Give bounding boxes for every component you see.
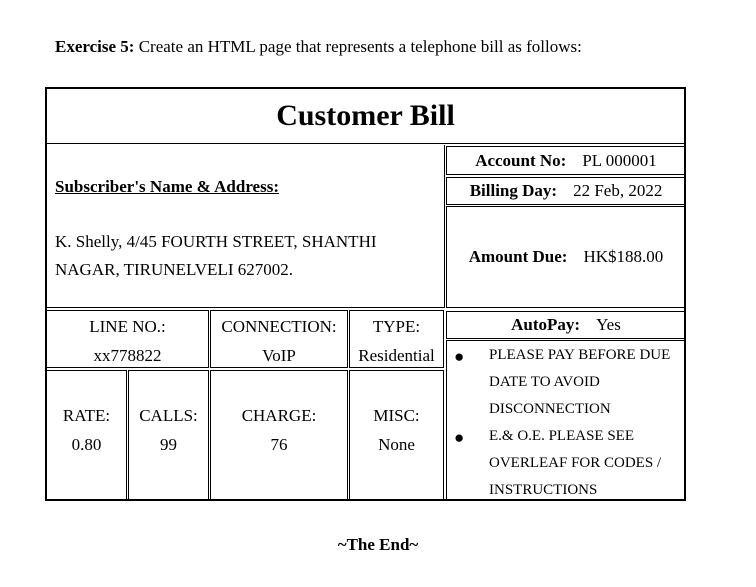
notes-list bbox=[447, 342, 685, 504]
amount-due-cell bbox=[446, 206, 686, 308]
misc-cell bbox=[349, 370, 444, 501]
note-line: PLEASE PAY BEFORE DUE bbox=[489, 347, 671, 363]
calls-label: CALLS: bbox=[139, 406, 198, 425]
autopay-label: AutoPay: bbox=[511, 315, 581, 334]
autopay-cell bbox=[446, 311, 686, 339]
exercise-heading bbox=[55, 37, 582, 57]
account-no-value: PL 000001 bbox=[582, 150, 657, 170]
subscriber-address bbox=[55, 228, 377, 284]
billing-day-value: 22 Feb, 2022 bbox=[573, 181, 663, 200]
the-end-footer: ~The End~ bbox=[337, 535, 419, 554]
connection-value: VoIP bbox=[262, 346, 296, 365]
misc-value: None bbox=[378, 435, 415, 454]
note-line: OVERLEAF FOR CODES / bbox=[489, 455, 662, 471]
type-label: TYPE: bbox=[372, 317, 421, 336]
bullet-icon: ● bbox=[454, 347, 465, 366]
amount-due-value: HK$188.00 bbox=[583, 247, 664, 266]
line-no-value: xx778822 bbox=[93, 346, 162, 365]
address-line-1: K. Shelly, 4/45 FOURTH STREET, SHANTHI bbox=[55, 232, 377, 251]
note-line: E.& O.E. PLEASE SEE bbox=[489, 428, 634, 444]
rate-value: 0.80 bbox=[71, 435, 102, 454]
rate-label: RATE: bbox=[62, 406, 111, 425]
account-no-cell bbox=[446, 146, 686, 175]
calls-cell bbox=[128, 370, 209, 501]
note-item bbox=[447, 423, 685, 504]
subscriber-label: Subscriber's Name & Address: bbox=[55, 177, 279, 196]
charge-label: CHARGE: bbox=[241, 406, 317, 425]
bullet-icon: ● bbox=[454, 428, 465, 447]
note-line: INSTRUCTIONS bbox=[489, 482, 598, 498]
charge-value: 76 bbox=[270, 435, 288, 454]
type-cell bbox=[349, 310, 444, 368]
billing-day-label: Billing Day: bbox=[469, 181, 558, 200]
line-no-cell bbox=[47, 310, 209, 368]
amount-due-label: Amount Due: bbox=[468, 247, 568, 266]
exercise-label: Exercise 5: bbox=[55, 37, 135, 56]
misc-label: MISC: bbox=[373, 406, 420, 425]
calls-value: 99 bbox=[160, 435, 177, 454]
customer-bill-table bbox=[45, 87, 686, 501]
note-line: DATE TO AVOID bbox=[489, 374, 600, 390]
bill-title: Customer Bill bbox=[47, 89, 684, 144]
notes-cell bbox=[446, 340, 686, 501]
type-value: Residential bbox=[358, 346, 435, 365]
connection-cell bbox=[210, 310, 348, 368]
charge-cell bbox=[210, 370, 348, 501]
note-item bbox=[447, 342, 685, 423]
line-no-label: LINE NO.: bbox=[89, 317, 166, 336]
billing-day-cell bbox=[446, 177, 686, 205]
rate-cell bbox=[47, 370, 127, 501]
exercise-text: Create an HTML page that represents a telephone bill as follows: bbox=[138, 37, 582, 56]
subscriber-cell bbox=[47, 145, 445, 308]
connection-label: CONNECTION: bbox=[221, 317, 337, 336]
note-line: DISCONNECTION bbox=[489, 401, 611, 417]
account-no-label: Account No: bbox=[475, 150, 567, 170]
address-line-2: NAGAR, TIRUNELVELI 627002. bbox=[55, 260, 293, 279]
autopay-value: Yes bbox=[596, 315, 621, 334]
